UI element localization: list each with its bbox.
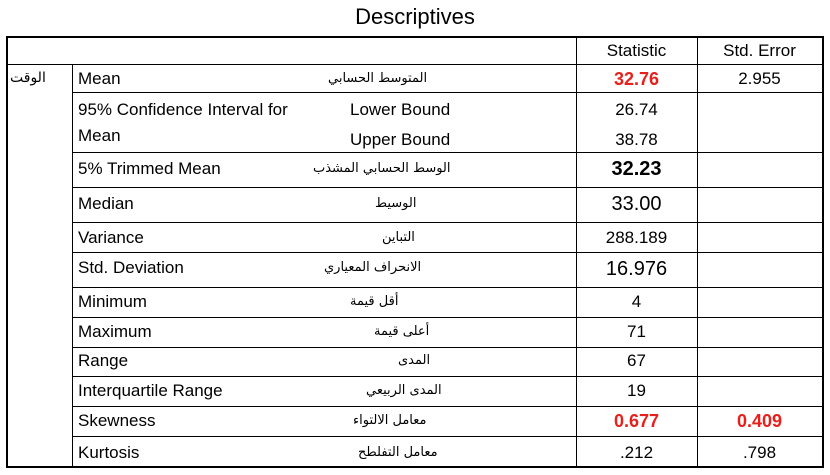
row-label-kurtosis: Kurtosis [78,443,140,462]
mean-std-error: 2.955 [738,69,781,88]
variable-label: الوقت [10,70,46,86]
interquartile-range-statistic: 19 [627,381,646,400]
row-label-mean-ar: المتوسط الحسابي [328,71,428,86]
row-label-skewness: Skewness [78,411,156,430]
row-label-kurtosis-ar: معامل التفلطح [358,445,438,460]
row-divider [72,347,822,348]
row-label-mean: Mean [78,69,121,88]
median-statistic: 33.00 [611,193,662,215]
row-label-minimum-ar: أقل قيمة [350,294,399,309]
header-statistic: Statistic [606,41,667,60]
kurtosis-std-error: .798 [742,443,777,462]
row-divider [8,64,822,65]
skewness-std-error: 0.409 [736,411,783,431]
skewness-statistic: 0.677 [613,411,660,431]
row-label-minimum: Minimum [78,292,147,311]
row-label-trimmed-mean-ar: الوسط الحسابي المشذب [313,161,451,176]
row-label-std-deviation: Std. Deviation [78,258,184,277]
descriptives-table [6,36,824,468]
range-statistic: 67 [627,351,646,370]
row-label-variance-ar: التباين [382,230,415,245]
row-label-median-ar: الوسيط [375,196,417,211]
row-label-interquartile-range-ar: المدى الربيعي [366,383,442,398]
row-divider [72,406,822,407]
row-label-median: Median [78,194,134,213]
row-label-maximum: Maximum [78,322,152,341]
row-label-skewness-ar: معامل الالتواء [353,413,427,428]
row-label-ci: 95% Confidence Interval for [78,100,288,119]
row-label-variance: Variance [78,228,144,247]
ci-upper-statistic: 38.78 [615,130,658,149]
header-std-error: Std. Error [723,41,796,60]
row-label-std-deviation-ar: الانحراف المعياري [324,260,422,275]
row-divider [72,436,822,437]
row-divider [72,92,822,93]
ci-lower-bound-label: Lower Bound [350,100,451,119]
row-divider [72,252,822,253]
row-divider [72,287,822,288]
row-divider [72,222,822,223]
ci-upper-bound-label: Upper Bound [350,130,451,149]
maximum-statistic: 71 [627,322,646,341]
row-label-range: Range [78,351,129,370]
row-label-trimmed-mean: 5% Trimmed Mean [78,159,221,178]
row-label-interquartile-range: Interquartile Range [78,381,223,400]
row-divider [72,376,822,377]
row-divider [72,187,822,188]
mean-statistic: 32.76 [613,69,660,89]
row-label-maximum-ar: أعلى قيمة [374,324,430,339]
minimum-statistic: 4 [631,292,642,311]
trimmed-mean-statistic: 32.23 [611,158,662,180]
variance-statistic: 288.189 [605,228,668,247]
std-deviation-statistic: 16.976 [605,258,668,280]
row-divider [72,317,822,318]
row-divider [72,152,822,153]
row-label-range-ar: المدى [398,353,431,368]
row-label-ci-mean: Mean [78,126,121,145]
kurtosis-statistic: .212 [619,443,654,462]
table-title: Descriptives [355,4,475,29]
ci-lower-statistic: 26.74 [615,100,658,119]
